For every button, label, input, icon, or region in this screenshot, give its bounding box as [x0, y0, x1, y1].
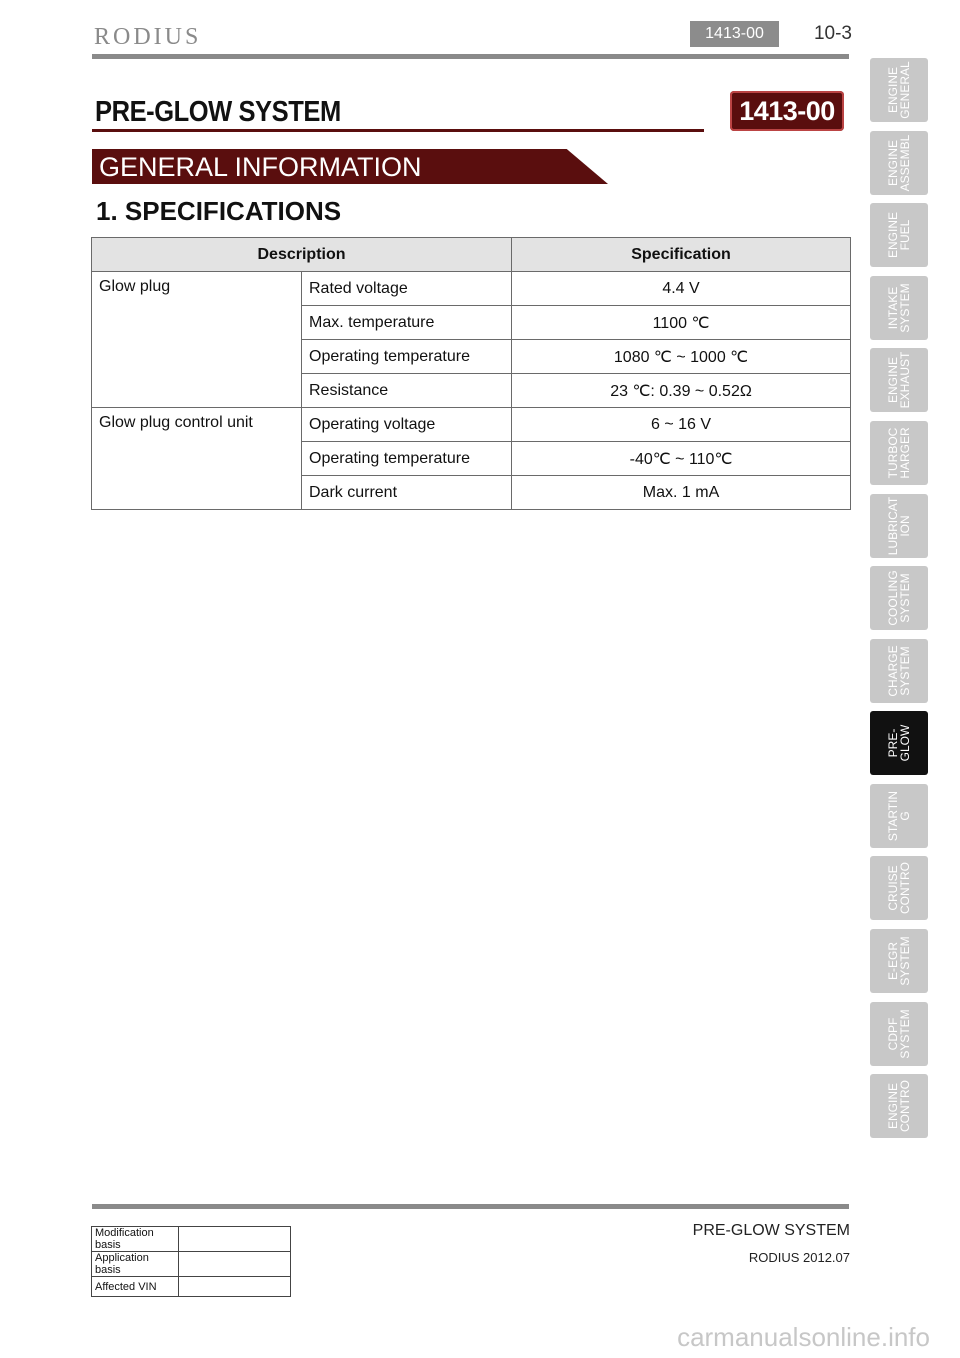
footer-model-date: RODIUS 2012.07 [748, 1250, 850, 1265]
watermark: carmanualsonline.info [677, 1322, 930, 1352]
tab-label: ENGINE [886, 140, 900, 187]
tab-label: ION [898, 515, 912, 537]
modification-basis-value [179, 1227, 291, 1252]
item-value: Max. 1 mA [512, 476, 851, 510]
item-name: Operating temperature [302, 442, 512, 476]
modification-basis-label: Modification basis [92, 1227, 179, 1252]
tab-label: CONTRO [898, 862, 912, 914]
tab-label: ENGINE [886, 1083, 900, 1130]
tab-label: HARGER [898, 427, 912, 479]
section-code-box: 1413-00 [690, 21, 779, 47]
header-specification: Specification [512, 238, 851, 272]
group-name: Glow plug control unit [92, 408, 302, 510]
tab-label: SYSTEM [898, 646, 912, 696]
tab-label: CONTRO [898, 1080, 912, 1132]
page-number: 10-3 [813, 23, 852, 44]
tab-label: CHARGE [886, 645, 900, 697]
table-row [92, 408, 851, 442]
header-description: Description [92, 238, 512, 272]
footer-system-name: PRE-GLOW SYSTEM [692, 1222, 850, 1239]
tab-label: G [898, 811, 912, 821]
application-basis-label: Application basis [92, 1252, 179, 1277]
tab-starting[interactable] [870, 784, 928, 848]
top-divider [92, 54, 849, 59]
tab-cruise-control[interactable] [870, 856, 928, 920]
tab-label: SYSTEM [898, 283, 912, 333]
specifications-heading: 1. SPECIFICATIONS [96, 196, 342, 226]
tab-lubrication[interactable] [870, 494, 928, 558]
tab-intake-system[interactable] [870, 276, 928, 340]
table-row [92, 272, 851, 306]
tab-label: ENGINE [886, 212, 900, 259]
tab-label: ENGINE [886, 357, 900, 404]
tab-label: COOLING [886, 570, 900, 626]
tab-engine-fuel[interactable] [870, 203, 928, 267]
title-underline [92, 129, 704, 132]
item-name: Operating voltage [302, 408, 512, 442]
tab-label: EXHAUST [898, 351, 912, 409]
specifications-table [91, 237, 851, 510]
table-row [92, 1277, 291, 1297]
tab-label: ENGINE [886, 67, 900, 114]
tab-label: TURBOC [886, 427, 900, 479]
tab-engine-general[interactable] [870, 58, 928, 122]
item-value: 23 ℃: 0.39 ~ 0.52Ω [512, 374, 851, 408]
tab-charge-system[interactable] [870, 639, 928, 703]
tab-label: FUEL [898, 219, 912, 251]
tab-label: E-EGR [886, 942, 900, 981]
group-name: Glow plug [92, 272, 302, 408]
application-basis-value [179, 1252, 291, 1277]
tab-cdpf-system[interactable] [870, 1002, 928, 1066]
tab-label: GENERAL [898, 61, 912, 119]
affected-vin-label: Affected VIN [92, 1277, 179, 1297]
item-value: 1080 ℃ ~ 1000 ℃ [512, 340, 851, 374]
tab-engine-exhaust[interactable] [870, 348, 928, 412]
tab-e-egr-system[interactable] [870, 929, 928, 993]
tab-pre-glow[interactable] [870, 711, 928, 775]
item-value: 4.4 V [512, 272, 851, 306]
bottom-divider [92, 1204, 849, 1209]
item-name: Resistance [302, 374, 512, 408]
tab-label: SYSTEM [898, 573, 912, 623]
item-name: Rated voltage [302, 272, 512, 306]
tab-label: LUBRICAT [886, 496, 900, 556]
tab-label: SYSTEM [898, 936, 912, 986]
tab-engine-assembly[interactable] [870, 131, 928, 195]
brand-logo: RODIUS [94, 24, 202, 50]
item-value: -40℃ ~ 110℃ [512, 442, 851, 476]
tab-cooling-system[interactable] [870, 566, 928, 630]
tab-label: SYSTEM [898, 1009, 912, 1059]
item-name: Operating temperature [302, 340, 512, 374]
item-value: 1100 ℃ [512, 306, 851, 340]
tab-engine-control[interactable] [870, 1074, 928, 1138]
table-row [92, 1227, 291, 1252]
tab-label: CDPF [886, 1017, 900, 1051]
affected-vin-value [179, 1277, 291, 1297]
tab-label: INTAKE [886, 286, 900, 330]
item-name: Max. temperature [302, 306, 512, 340]
modification-table [91, 1226, 291, 1297]
section-banner-text: GENERAL INFORMATION [99, 152, 422, 182]
tab-label: STARTIN [886, 790, 900, 842]
section-code-badge: 1413-00 [730, 91, 844, 131]
table-header-row [92, 238, 851, 272]
item-value: 6 ~ 16 V [512, 408, 851, 442]
tab-label: PRE- [886, 728, 900, 758]
tab-label: ASSEMBL [898, 134, 912, 192]
system-title: PRE-GLOW SYSTEM [95, 96, 341, 128]
tab-turbocharger[interactable] [870, 421, 928, 485]
table-row [92, 1252, 291, 1277]
item-name: Dark current [302, 476, 512, 510]
tab-label: CRUISE [886, 865, 900, 911]
tab-label: GLOW [898, 724, 912, 762]
